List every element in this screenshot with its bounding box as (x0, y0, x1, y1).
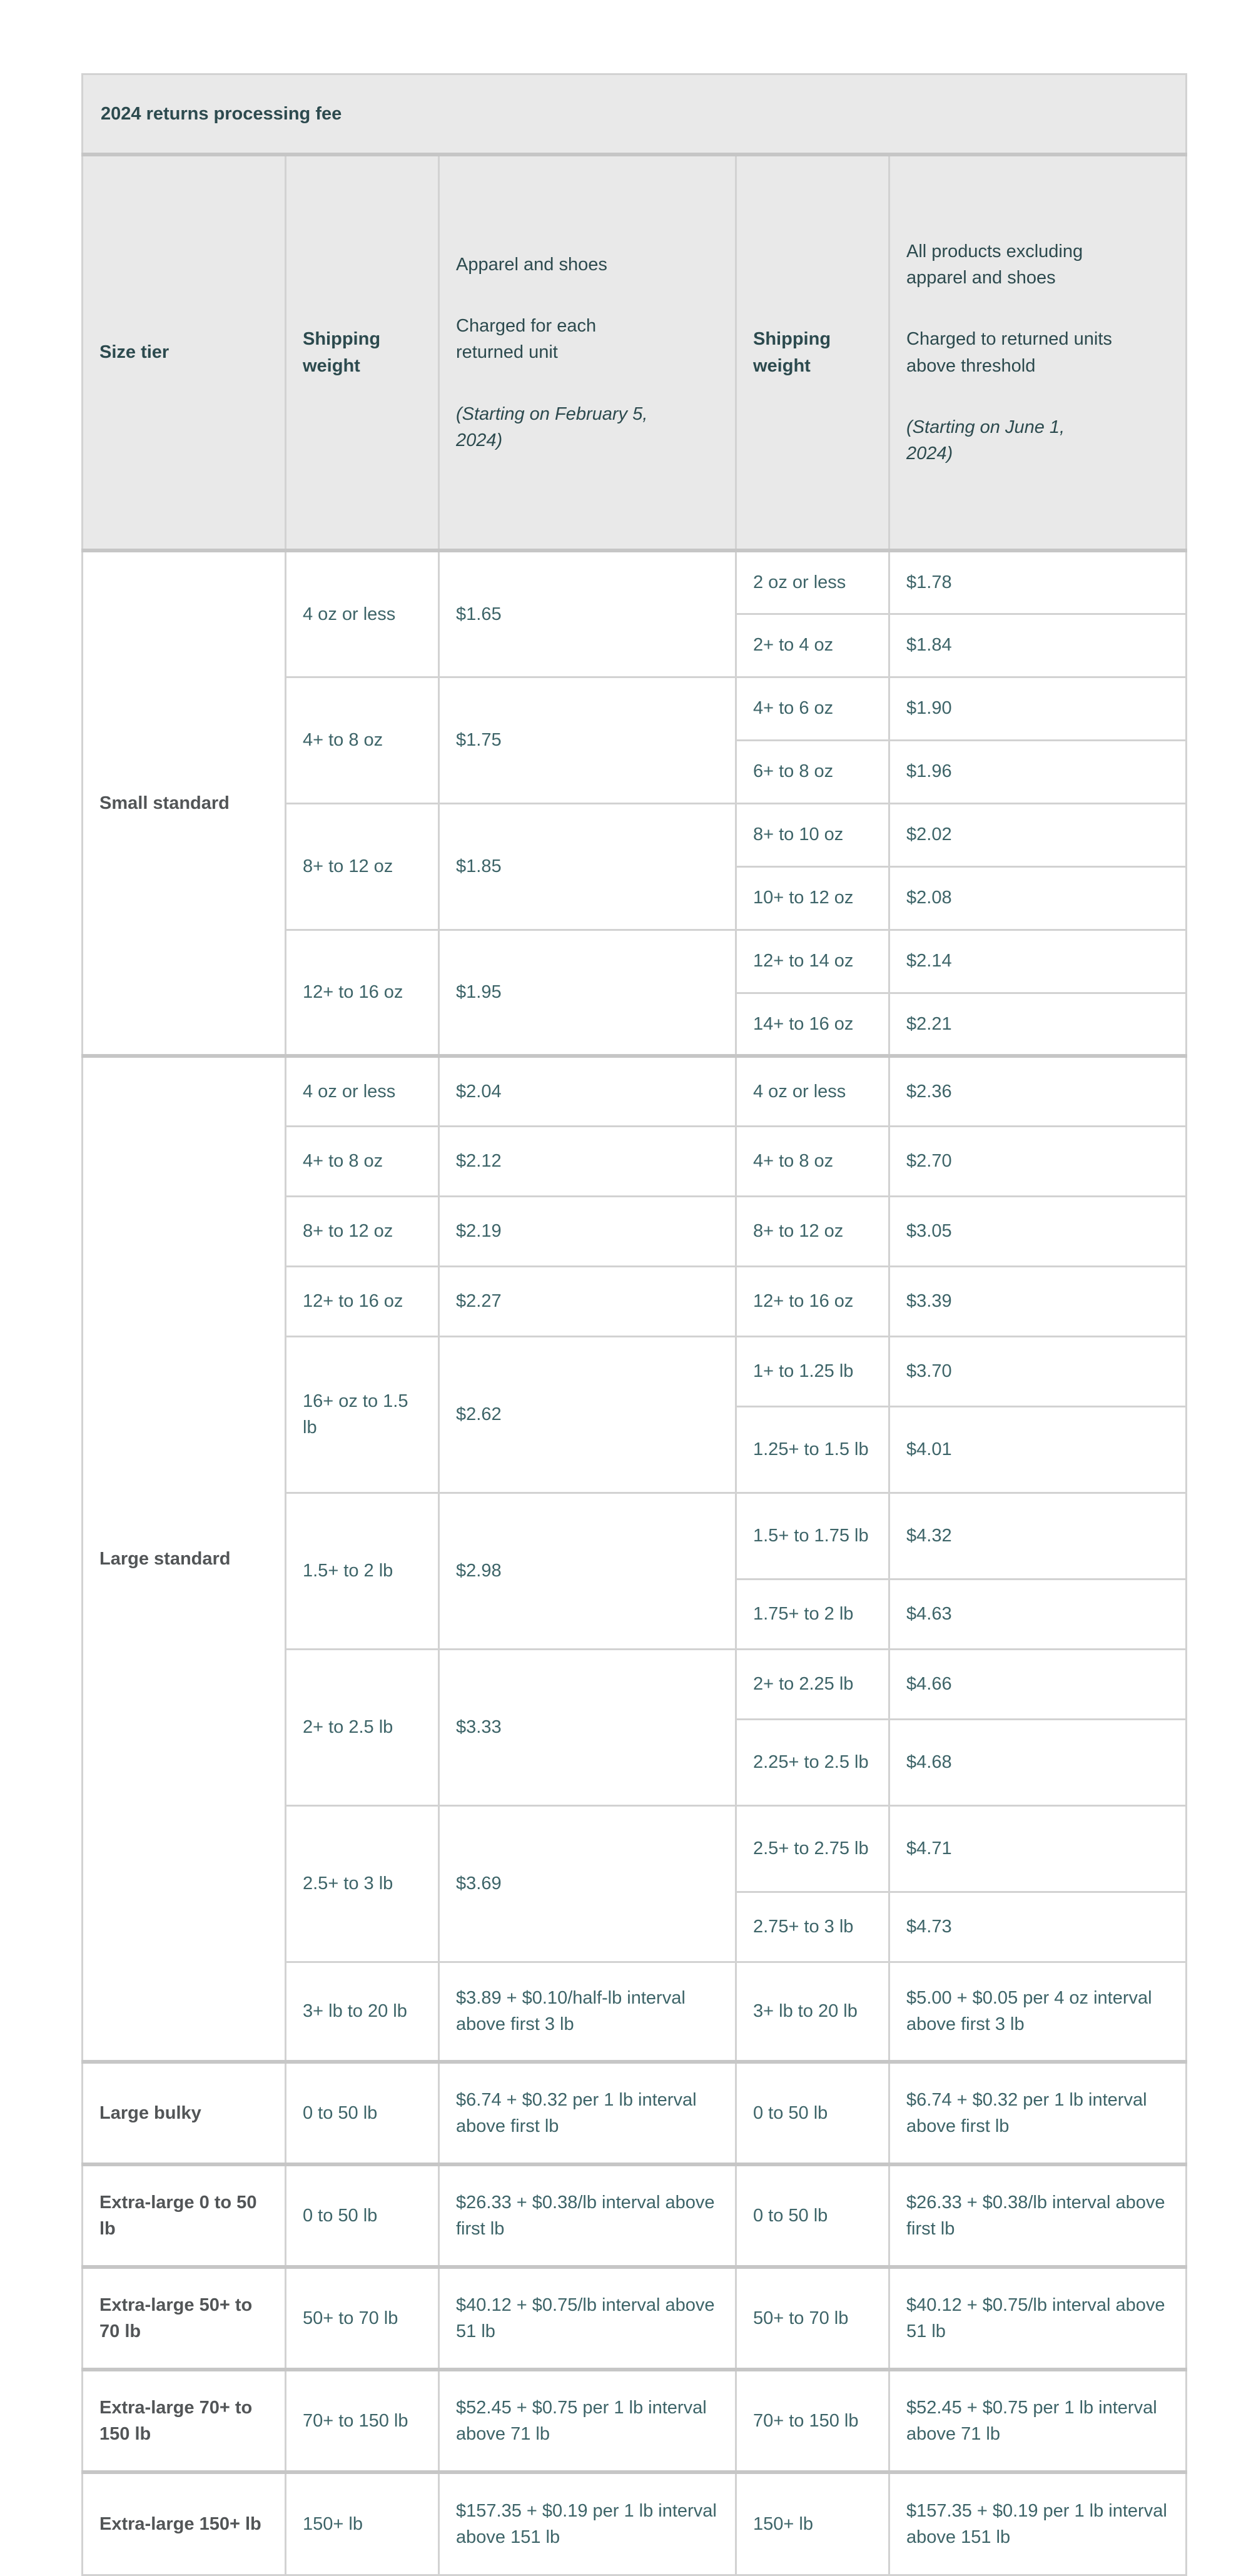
fee-cell: $3.33 (439, 1649, 736, 1805)
table-row (83, 2164, 1187, 2267)
weight-cell: 0 to 50 lb (286, 2062, 439, 2164)
weight-cell: 12+ to 16 oz (286, 930, 439, 1056)
weight-cell: 12+ to 14 oz (736, 930, 889, 993)
weight-cell: 4+ to 8 oz (736, 1126, 889, 1196)
weight-cell: 2.5+ to 2.75 lb (736, 1805, 889, 1892)
fee-cell: $52.45 + $0.75 per 1 lb interval above 71 lb (439, 2370, 736, 2472)
fee-cell: $2.70 (889, 1126, 1187, 1196)
fee-cell: $2.62 (439, 1336, 736, 1493)
fee-cell: $1.78 (889, 550, 1187, 614)
weight-cell: 3+ lb to 20 lb (286, 1962, 439, 2062)
weight-cell: 1+ to 1.25 lb (736, 1336, 889, 1406)
weight-cell: 12+ to 16 oz (736, 1266, 889, 1336)
size-tier-cell: Extra-large 50+ to 70 lb (83, 2267, 286, 2370)
fee-cell: $26.33 + $0.38/lb interval above first lb (889, 2164, 1187, 2267)
fee-cell: $157.35 + $0.19 per 1 lb interval above 151 lb (439, 2472, 736, 2575)
fee-cell: $4.63 (889, 1579, 1187, 1649)
fee-cell: $1.85 (439, 803, 736, 930)
header-shipping-weight-apparel: Shipping weight (286, 155, 439, 550)
header-apparel-fees (439, 155, 736, 550)
fee-cell: $2.08 (889, 866, 1187, 930)
header-apparel-line2: Charged for each returned unit (456, 316, 597, 363)
fee-cell: $3.05 (889, 1196, 1187, 1266)
size-tier-cell: Extra-large 0 to 50 lb (83, 2164, 286, 2267)
fee-cell: $2.14 (889, 930, 1187, 993)
fee-cell: $4.68 (889, 1719, 1187, 1805)
fee-cell: $2.21 (889, 993, 1187, 1056)
weight-cell: 4 oz or less (286, 1056, 439, 1126)
header-apparel-start-date: (Starting on February 5, 2024) (456, 403, 648, 450)
table-row (83, 1056, 1187, 1126)
weight-cell: 8+ to 12 oz (286, 1196, 439, 1266)
fee-cell: $4.71 (889, 1805, 1187, 1892)
fee-cell: $40.12 + $0.75/lb interval above 51 lb (439, 2267, 736, 2370)
fee-cell: $6.74 + $0.32 per 1 lb interval above first lb (439, 2062, 736, 2164)
header-apparel-line1: Apparel and shoes (456, 255, 607, 275)
fee-cell: $1.84 (889, 614, 1187, 677)
weight-cell: 2.25+ to 2.5 lb (736, 1719, 889, 1805)
weight-cell: 4+ to 6 oz (736, 677, 889, 740)
fee-cell: $2.04 (439, 1056, 736, 1126)
fee-cell: $157.35 + $0.19 per 1 lb interval above 151 lb (889, 2472, 1187, 2575)
weight-cell: 150+ lb (286, 2472, 439, 2575)
size-tier-cell: Extra-large 150+ lb (83, 2472, 286, 2575)
weight-cell: 4+ to 8 oz (286, 677, 439, 803)
fee-cell: $2.27 (439, 1266, 736, 1336)
weight-cell: 2+ to 2.25 lb (736, 1649, 889, 1719)
weight-cell: 2.5+ to 3 lb (286, 1805, 439, 1962)
weight-cell: 70+ to 150 lb (286, 2370, 439, 2472)
weight-cell: 0 to 50 lb (736, 2164, 889, 2267)
weight-cell: 2+ to 4 oz (736, 614, 889, 677)
weight-cell: 1.5+ to 1.75 lb (736, 1493, 889, 1579)
fee-cell: $3.89 + $0.10/half-lb interval above first 3 lb (439, 1962, 736, 2062)
weight-cell: 14+ to 16 oz (736, 993, 889, 1056)
fee-cell: $4.32 (889, 1493, 1187, 1579)
fee-cell: $2.98 (439, 1493, 736, 1649)
header-all-products-line2: Charged to returned units above threshold (906, 329, 1112, 376)
size-tier-cell: Large standard (83, 1056, 286, 2062)
fee-cell: $1.75 (439, 677, 736, 803)
weight-cell: 8+ to 10 oz (736, 803, 889, 866)
header-all-products-start-date: (Starting on June 1, 2024) (906, 417, 1065, 464)
header-size-tier: Size tier (83, 155, 286, 550)
weight-cell: 10+ to 12 oz (736, 866, 889, 930)
weight-cell: 1.75+ to 2 lb (736, 1579, 889, 1649)
fee-cell: $1.95 (439, 930, 736, 1056)
table-row (83, 2062, 1187, 2164)
fee-cell: $6.74 + $0.32 per 1 lb interval above first lb (889, 2062, 1187, 2164)
size-tier-cell: Small standard (83, 550, 286, 1056)
fee-cell: $4.66 (889, 1649, 1187, 1719)
header-shipping-weight-all: Shipping weight (736, 155, 889, 550)
fee-cell: $2.36 (889, 1056, 1187, 1126)
fee-cell: $40.12 + $0.75/lb interval above 51 lb (889, 2267, 1187, 2370)
table-row (83, 2267, 1187, 2370)
fee-cell: $3.39 (889, 1266, 1187, 1336)
weight-cell: 6+ to 8 oz (736, 740, 889, 803)
weight-cell: 4 oz or less (736, 1056, 889, 1126)
fee-cell: $2.02 (889, 803, 1187, 866)
fee-cell: $3.70 (889, 1336, 1187, 1406)
fee-cell: $4.01 (889, 1406, 1187, 1493)
fee-cell: $3.69 (439, 1805, 736, 1962)
weight-cell: 0 to 50 lb (736, 2062, 889, 2164)
weight-cell: 8+ to 12 oz (286, 803, 439, 930)
weight-cell: 8+ to 12 oz (736, 1196, 889, 1266)
fee-cell: $1.65 (439, 550, 736, 677)
weight-cell: 4 oz or less (286, 550, 439, 677)
weight-cell: 4+ to 8 oz (286, 1126, 439, 1196)
header-all-products-fees (889, 155, 1187, 550)
table-title: 2024 returns processing fee (83, 74, 1187, 155)
table-row (83, 2370, 1187, 2472)
returns-processing-fee-table (81, 73, 1187, 2576)
fee-cell: $4.73 (889, 1892, 1187, 1962)
table-row (83, 550, 1187, 614)
weight-cell: 3+ lb to 20 lb (736, 1962, 889, 2062)
fee-cell: $1.90 (889, 677, 1187, 740)
weight-cell: 1.25+ to 1.5 lb (736, 1406, 889, 1493)
header-all-products-line1: All products excluding apparel and shoes (906, 241, 1083, 288)
table-row (83, 2472, 1187, 2575)
weight-cell: 0 to 50 lb (286, 2164, 439, 2267)
size-tier-cell: Extra-large 70+ to 150 lb (83, 2370, 286, 2472)
weight-cell: 2+ to 2.5 lb (286, 1649, 439, 1805)
fee-cell: $2.12 (439, 1126, 736, 1196)
fee-cell: $52.45 + $0.75 per 1 lb interval above 71 lb (889, 2370, 1187, 2472)
weight-cell: 2 oz or less (736, 550, 889, 614)
size-tier-cell: Large bulky (83, 2062, 286, 2164)
weight-cell: 50+ to 70 lb (736, 2267, 889, 2370)
fee-cell: $1.96 (889, 740, 1187, 803)
fee-cell: $26.33 + $0.38/lb interval above first lb (439, 2164, 736, 2267)
weight-cell: 2.75+ to 3 lb (736, 1892, 889, 1962)
weight-cell: 150+ lb (736, 2472, 889, 2575)
weight-cell: 70+ to 150 lb (736, 2370, 889, 2472)
weight-cell: 16+ oz to 1.5 lb (286, 1336, 439, 1493)
fee-cell: $2.19 (439, 1196, 736, 1266)
fee-cell: $5.00 + $0.05 per 4 oz interval above first 3 lb (889, 1962, 1187, 2062)
weight-cell: 12+ to 16 oz (286, 1266, 439, 1336)
weight-cell: 50+ to 70 lb (286, 2267, 439, 2370)
weight-cell: 1.5+ to 2 lb (286, 1493, 439, 1649)
